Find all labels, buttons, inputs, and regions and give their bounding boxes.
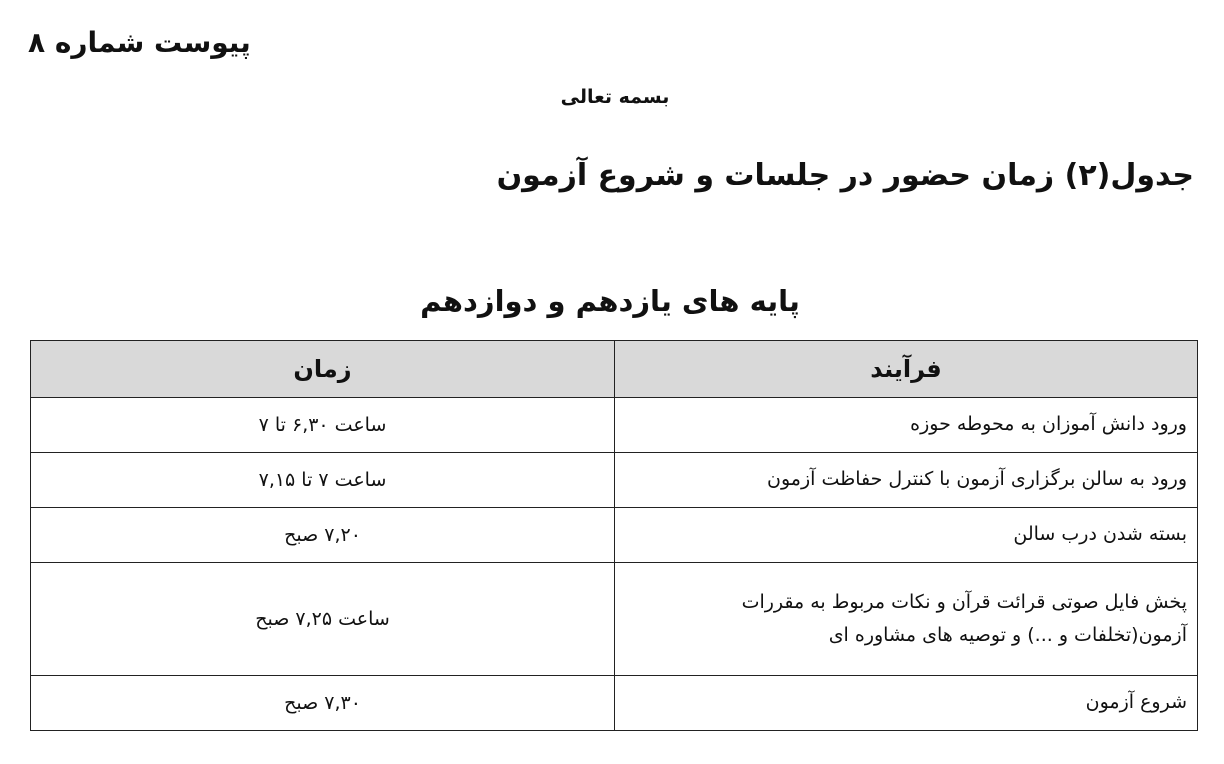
process-cell: شروع آزمون <box>615 676 1198 731</box>
process-cell: بسته شدن درب سالن <box>615 508 1198 563</box>
time-cell: ساعت ۷,۲۵ صبح <box>31 563 615 676</box>
time-cell: ۷,۳۰ صبح <box>31 676 615 731</box>
process-cell: پخش فایل صوتی قرائت قرآن و نکات مربوط به مقررات آزمون(تخلفات و ...) و توصیه های مشاوره ای <box>615 563 1198 676</box>
grade-heading: پایه های یازدهم و دوازدهم <box>420 284 800 318</box>
basmala-heading: بسمه تعالی <box>560 86 670 108</box>
table-row <box>31 676 1198 731</box>
header-process: فرآیند <box>615 341 1198 398</box>
table-row <box>31 453 1198 508</box>
schedule-table <box>30 340 1198 731</box>
table-header-row <box>31 341 1198 398</box>
table-row <box>31 508 1198 563</box>
process-cell: ورود دانش آموزان به محوطه حوزه <box>615 398 1198 453</box>
time-cell: ساعت ۷ تا ۷,۱۵ <box>31 453 615 508</box>
time-cell: ۷,۲۰ صبح <box>31 508 615 563</box>
table-title: جدول(۲) زمان حضور در جلسات و شروع آزمون <box>496 158 1194 193</box>
table-row <box>31 563 1198 676</box>
process-cell: ورود به سالن برگزاری آزمون با کنترل حفاظت آزمون <box>615 453 1198 508</box>
table-row <box>31 398 1198 453</box>
time-cell: ساعت ۶,۳۰ تا ۷ <box>31 398 615 453</box>
header-time: زمان <box>31 341 615 398</box>
appendix-label: پیوست شماره ۸ <box>28 26 251 59</box>
